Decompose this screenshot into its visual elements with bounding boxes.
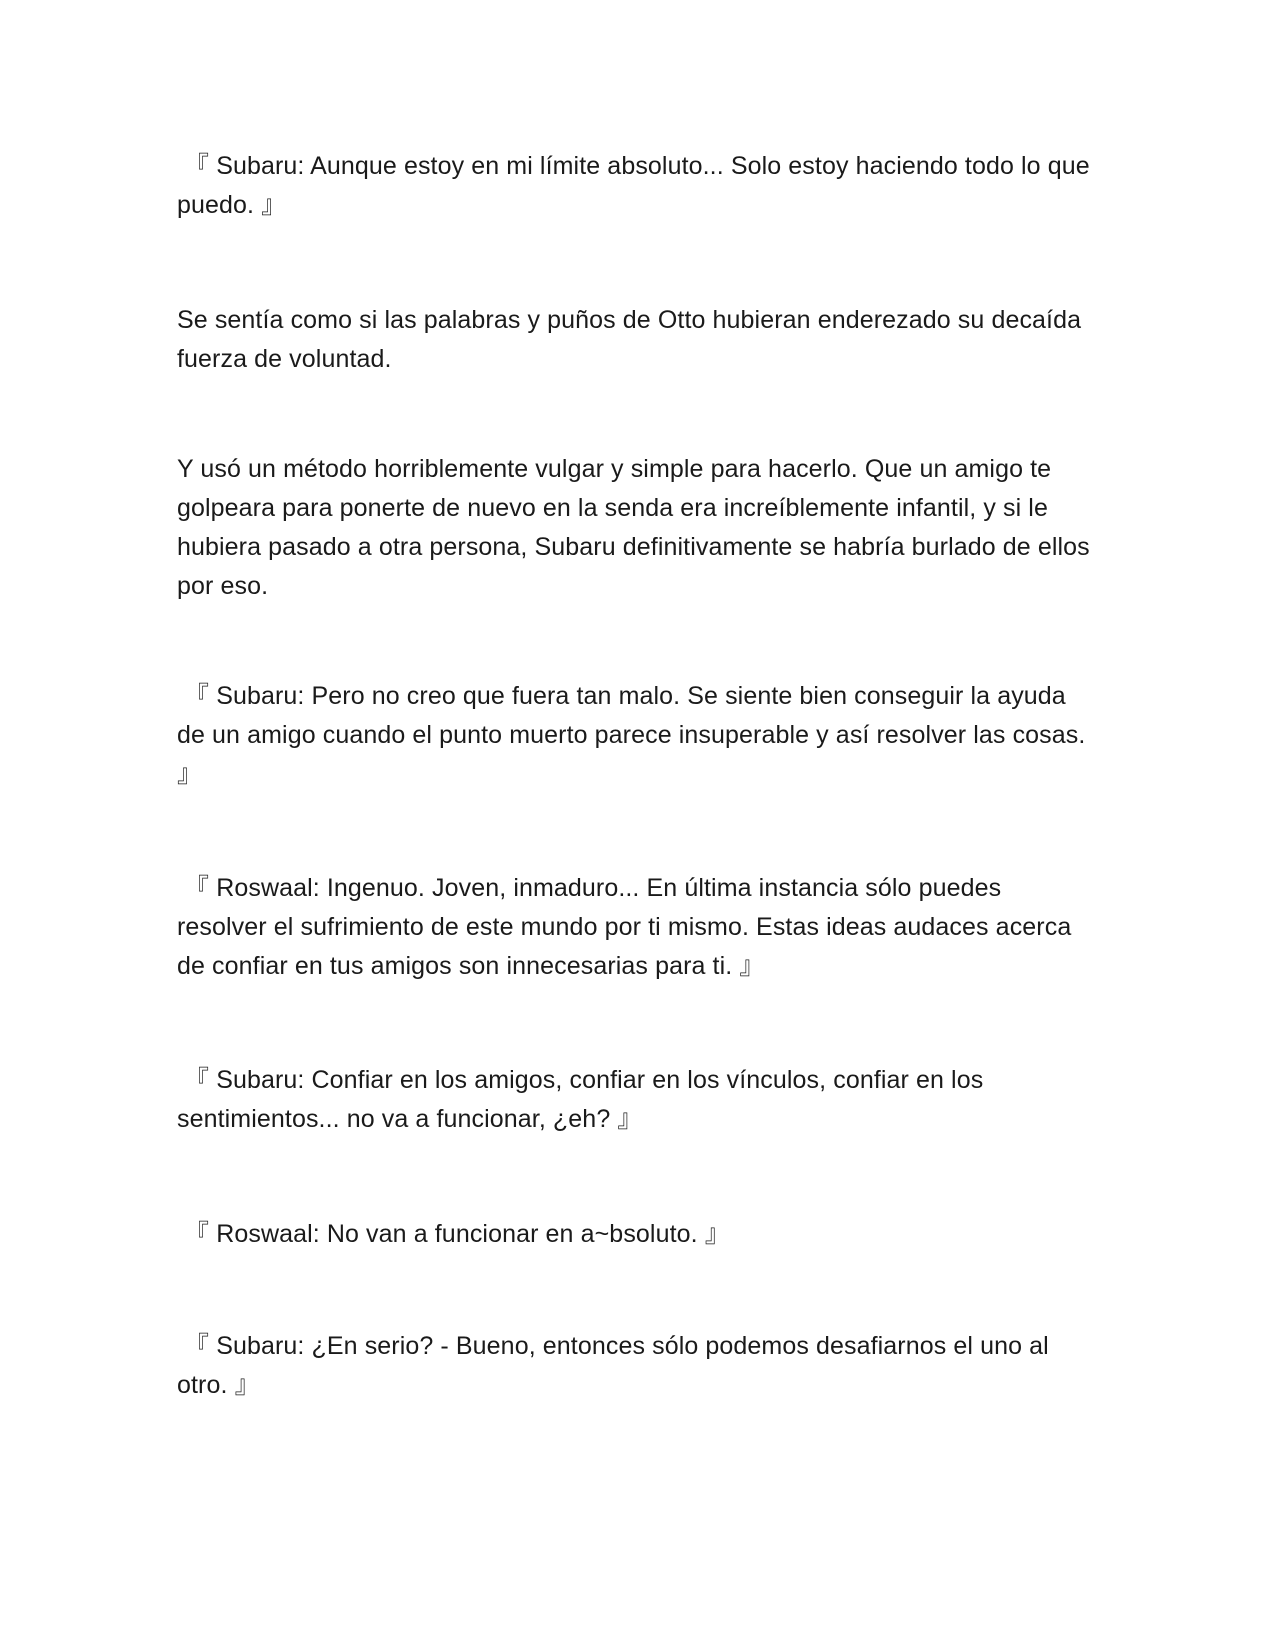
dialogue-subaru-friend-help: 『 Subaru: Pero no creo que fuera tan malo. Se siente bien conseguir la ayuda de un amigo cuando el punto muerto parece insuperable y así resolver las cosas. 』 [177,682,1086,788]
dialogue-subaru-trust: 『 Subaru: Confiar en los amigos, confiar en los vínculos, confiar en los sentimientos... no va a funcionar, ¿eh? 』 [177,1066,984,1133]
dialogue-subaru-limit: 『 Subaru: Aunque estoy en mi límite absoluto... Solo estoy haciendo todo lo que puedo. 』 [177,152,1090,219]
dialogue-roswaal-naive: 『 Roswaal: Ingenuo. Joven, inmaduro... En última instancia sólo puedes resolver el sufrimiento de este mundo por ti mismo. Estas ideas audaces acerca de confiar en tus amigos son innecesarias para ti. 』 [177,874,1072,980]
dialogue-roswaal-absolutely: 『 Roswaal: No van a funcionar en a~bsoluto. 』 [177,1220,730,1248]
narration-otto-words: Se sentía como si las palabras y puños de Otto hubieran enderezado su decaída fuerza de voluntad. [177,306,1082,373]
narration-vulgar-method: Y usó un método horriblemente vulgar y simple para hacerlo. Que un amigo te golpeara para ponerte de nuevo en la senda era increíblemente infantil, y si le hubiera pasado a otra persona, Subaru definitivamente se habría burlado de ellos por eso. [177,455,1090,600]
dialogue-subaru-challenge: 『 Subaru: ¿En serio? - Bueno, entonces sólo podemos desafiarnos el uno al otro. 』 [177,1332,1049,1399]
